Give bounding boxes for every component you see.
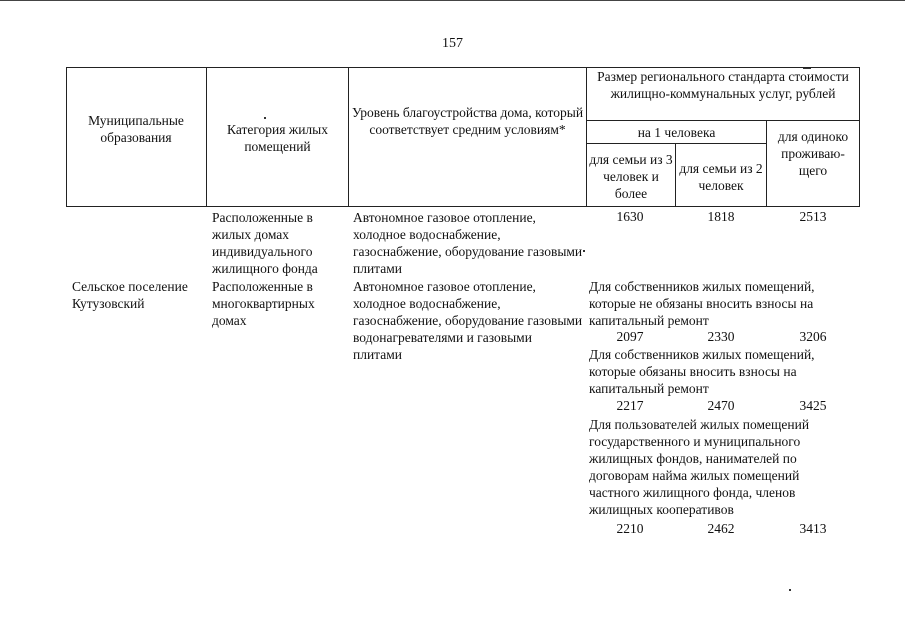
- header-family2: для семьи из 2 человек: [679, 161, 763, 193]
- group3-value-single: 3413: [799, 521, 827, 536]
- group2-value-single: 3425: [799, 398, 827, 413]
- row1-category: Расположенные в жилых домах индивидуального жилищного фонда: [212, 210, 318, 276]
- scan-speck: [803, 68, 811, 69]
- group3-value-family2: 2462: [707, 521, 735, 536]
- row1-value-family3: 1630: [616, 209, 644, 224]
- header-standard: Размер регионального стандарта стоимости жилищно-коммунальных услуг, рублей: [597, 69, 849, 101]
- scan-speck: [789, 589, 791, 591]
- header-level: Уровень благоустройства дома, который соответствует средним условиям*: [351, 105, 584, 137]
- header-category: Категория жилых помещений: [227, 122, 328, 154]
- header-per-person: на 1 человека: [637, 125, 716, 140]
- scan-edge: [0, 0, 905, 1]
- group2-value-family2: 2470: [707, 398, 735, 413]
- scan-speck: [264, 117, 266, 119]
- header-single: для одиноко проживаю-щего: [777, 129, 849, 178]
- group1-label: Для собственников жилых помещений, которые не обязаны вносить взносы на капитальный ремонт: [589, 279, 815, 328]
- group2-value-family3: 2217: [616, 398, 644, 413]
- row2-category: Расположенные в многоквартирных домах: [212, 279, 315, 328]
- row1-value-single: 2513: [799, 209, 827, 224]
- group1-value-family3: 2097: [616, 329, 644, 344]
- group2-label: Для собственников жилых помещений, которые обязаны вносить взносы на капитальный ремонт: [589, 347, 815, 396]
- row1-level: Автономное газовое отопление, холодное водоснабжение, газоснабжение, оборудование газовыми плитами: [353, 210, 583, 276]
- row2-level: Автономное газовое отопление, холодное водоснабжение, газоснабжение, оборудование газовыми водонагревателями и газовыми плитами: [353, 279, 583, 362]
- page-number: 157: [442, 36, 463, 51]
- group1-value-family2: 2330: [707, 329, 735, 344]
- header-municipality: Муниципальные образования: [88, 113, 184, 145]
- municipality-name: Сельское поселение Кутузовский: [72, 279, 188, 311]
- group3-label: Для пользователей жилых помещений государственного и муниципального жилищных фондов, нанимателей по договорам найма жилых помещений частного жилищного фонда, членов жилищных кооперативов: [589, 417, 810, 517]
- header-family3: для семьи из 3 человек и более: [589, 152, 673, 201]
- row1-value-family2: 1818: [707, 209, 735, 224]
- group3-value-family3: 2210: [616, 521, 644, 536]
- group1-value-single: 3206: [799, 329, 827, 344]
- scan-speck: [583, 250, 585, 252]
